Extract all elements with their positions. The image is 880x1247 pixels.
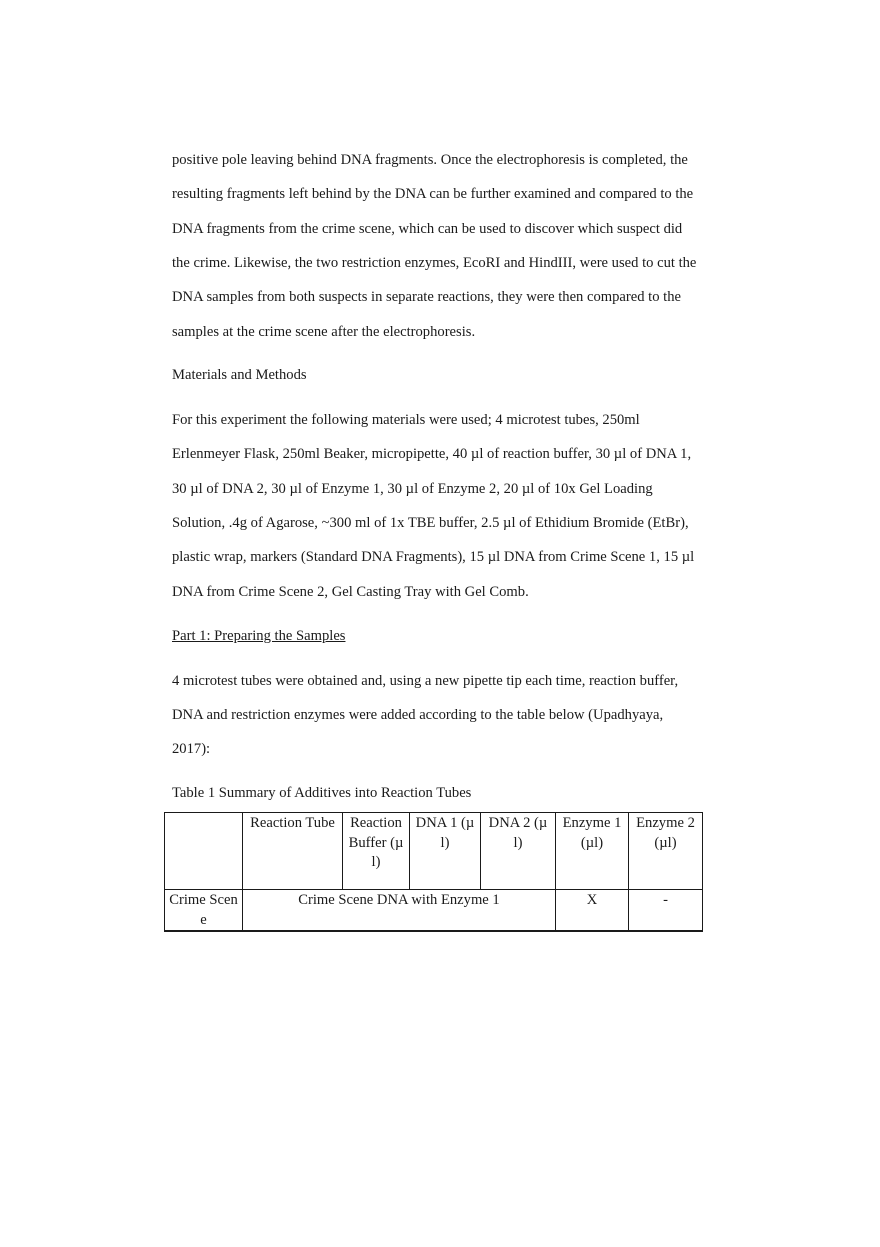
table-caption: Table 1 Summary of Additives into Reaction Tubes [172,785,472,801]
table-row-label: Crime Scene [165,890,243,932]
section-heading-materials: Materials and Methods [172,367,307,383]
paragraph-line: Solution, .4g of Agarose, ~300 ml of 1x TBE buffer, 2.5 µl of Ethidium Bromide (EtBr), [172,515,689,531]
table-header-cell: Enzyme 2 (µl) [629,813,703,890]
table-header-cell: Reaction Buffer (µl) [343,813,410,890]
paragraph-line: positive pole leaving behind DNA fragments. Once the electrophoresis is completed, the [172,152,688,168]
paragraph-line: 2017): [172,741,211,757]
table-row [165,890,703,932]
paragraph-line: Erlenmeyer Flask, 250ml Beaker, micropipette, 40 µl of reaction buffer, 30 µl of DNA 1, [172,446,692,462]
paragraph-line: samples at the crime scene after the electrophoresis. [172,324,476,340]
table-header-cell: DNA 2 (µl) [481,813,556,890]
section-heading-part1: Part 1: Preparing the Samples [172,628,346,644]
paragraph-line: For this experiment the following materials were used; 4 microtest tubes, 250ml [172,412,640,428]
table-cell-enzyme2: - [629,890,703,932]
table-cell-enzyme1: X [556,890,629,932]
table-header-cell: Reaction Tube [243,813,343,890]
paragraph-line: DNA fragments from the crime scene, which can be used to discover which suspect did [172,221,683,237]
paragraph-line: DNA from Crime Scene 2, Gel Casting Tray with Gel Comb. [172,584,529,600]
table-merged-cell: Crime Scene DNA with Enzyme 1 [243,890,556,932]
paragraph-line: resulting fragments left behind by the DNA can be further examined and compared to the [172,186,694,202]
paragraph-line: DNA and restriction enzymes were added according to the table below (Upadhyaya, [172,707,664,723]
paragraph-line: plastic wrap, markers (Standard DNA Fragments), 15 µl DNA from Crime Scene 1, 15 µl [172,549,695,565]
paragraph-line: DNA samples from both suspects in separate reactions, they were then compared to the [172,289,682,305]
table-header-row [165,813,703,890]
additives-table [164,812,703,932]
paragraph-line: the crime. Likewise, the two restriction enzymes, EcoRI and HindIII, were used to cut the [172,255,697,271]
paragraph-line: 4 microtest tubes were obtained and, using a new pipette tip each time, reaction buffer, [172,673,679,689]
table-header-cell: DNA 1 (µl) [410,813,481,890]
paragraph-line: 30 µl of DNA 2, 30 µl of Enzyme 1, 30 µl of Enzyme 2, 20 µl of 10x Gel Loading [172,481,653,497]
table-header-cell: Enzyme 1 (µl) [556,813,629,890]
table-header-cell [165,813,243,890]
